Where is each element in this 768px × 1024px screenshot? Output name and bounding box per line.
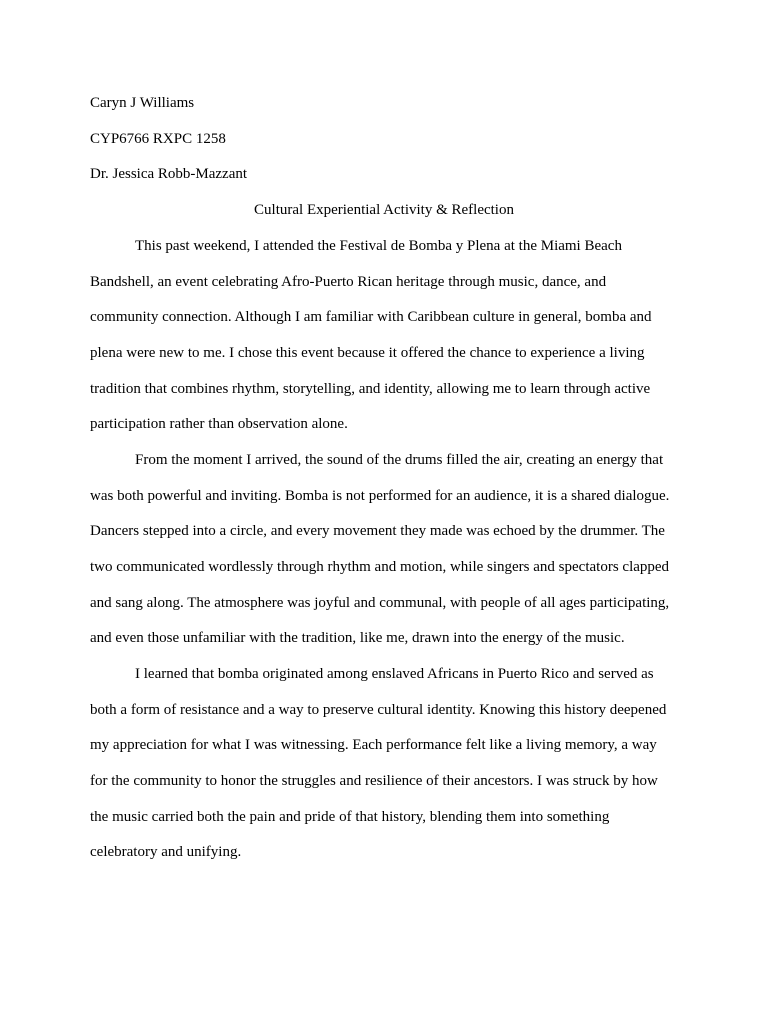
paragraph-line: for the community to honor the struggles and resilience of their ancestors. I was struck by how [90, 773, 658, 789]
paragraph-line: celebratory and unifying. [90, 844, 242, 860]
author-name: Caryn J Williams [90, 95, 195, 111]
paragraph-line: I learned that bomba originated among enslaved Africans in Puerto Rico and served as [135, 666, 654, 682]
paragraph-line: Bandshell, an event celebrating Afro-Puerto Rican heritage through music, dance, and [90, 274, 607, 290]
document-title: Cultural Experiential Activity & Reflection [254, 202, 514, 218]
paragraph-line: From the moment I arrived, the sound of the drums filled the air, creating an energy that [135, 452, 664, 468]
paragraph-line: tradition that combines rhythm, storytelling, and identity, allowing me to learn through active [90, 381, 651, 397]
paragraph-line: two communicated wordlessly through rhythm and motion, while singers and spectators clapped [90, 559, 670, 575]
paragraph-line: Dancers stepped into a circle, and every movement they made was echoed by the drummer. The [90, 523, 665, 539]
paragraph-line: my appreciation for what I was witnessing. Each performance felt like a living memory, a way [90, 737, 657, 753]
paragraph-line: and even those unfamiliar with the tradition, like me, drawn into the energy of the music. [90, 630, 625, 646]
paragraph-line: community connection. Although I am familiar with Caribbean culture in general, bomba and [90, 309, 652, 325]
paragraph-line: This past weekend, I attended the Festival de Bomba y Plena at the Miami Beach [135, 238, 622, 254]
paragraph-line: and sang along. The atmosphere was joyful and communal, with people of all ages participating, [90, 595, 670, 611]
paragraph-line: participation rather than observation alone. [90, 416, 348, 432]
paragraph-line: both a form of resistance and a way to preserve cultural identity. Knowing this history deepened [90, 702, 667, 718]
paragraph-line: plena were new to me. I chose this event because it offered the chance to experience a living [90, 345, 645, 361]
paragraph-line: the music carried both the pain and pride of that history, blending them into something [90, 809, 610, 825]
course-code: CYP6766 RXPC 1258 [90, 131, 226, 147]
instructor-name: Dr. Jessica Robb-Mazzant [90, 166, 248, 182]
paragraph-line: was both powerful and inviting. Bomba is not performed for an audience, it is a shared dialogue. [90, 488, 670, 504]
